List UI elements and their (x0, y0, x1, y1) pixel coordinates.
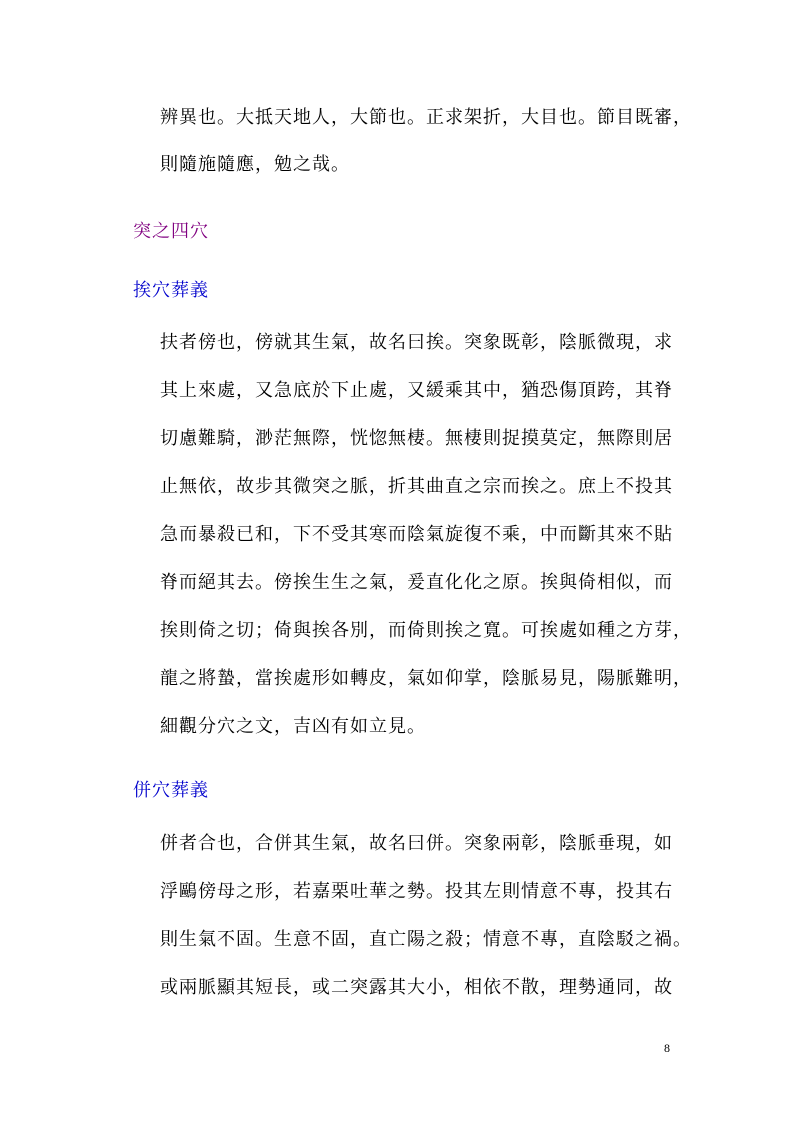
intro-line-1: 辨異也。大抵天地人，大節也。正求架折，大目也。節目既審， (160, 107, 692, 128)
bing-xue-line-1: 併者合也，合併其生氣，故名曰併。突象兩彰，陰脈垂現，如 (160, 833, 673, 854)
ai-xue-line-1: 扶者傍也，傍就其生氣，故名曰挨。突象既彰，陰脈微現，求 (160, 332, 673, 353)
bing-xue-line-2: 浮鷗傍母之形，若嘉栗吐華之勢。投其左則情意不專，投其右 (160, 881, 673, 902)
ai-xue-line-2: 其上來處，又急底於下止處，又緩乘其中，猶恐傷頂跨，其脊 (160, 380, 673, 401)
bing-xue-line-4: 或兩脈顯其短長，或二突露其大小，相依不散，理勢通同，故 (160, 977, 673, 998)
ai-xue-line-5: 急而暴殺已和，下不受其寒而陰氣旋復不乘，中而斷其來不貼 (160, 524, 673, 545)
bing-xue-title: 併穴葬義 (133, 780, 209, 801)
ai-xue-line-7: 挨則倚之切；倚與挨各別，而倚則挨之寬。可挨處如種之方芽， (160, 620, 692, 641)
intro-line-2: 則隨施隨應，勉之哉。 (160, 154, 350, 175)
bing-xue-line-3: 則生氣不固。生意不固，直亡陽之殺；情意不專，直陰駁之禍。 (160, 929, 692, 950)
section-title: 突之四穴 (133, 221, 209, 242)
ai-xue-line-4: 止無依，故步其微突之脈，折其曲直之宗而挨之。庶上不投其 (160, 476, 673, 497)
ai-xue-title: 挨穴葬義 (133, 280, 209, 301)
page-number: 8 (664, 1041, 670, 1055)
ai-xue-line-8: 龍之將蟄，當挨處形如轉皮，氣如仰掌，陰脈易見，陽脈難明， (160, 668, 692, 689)
ai-xue-line-3: 切慮難騎，渺茫無際，恍惚無棲。無棲則捉摸莫定，無際則居 (160, 428, 673, 449)
ai-xue-line-9: 細觀分穴之文，吉凶有如立見。 (160, 716, 426, 737)
ai-xue-line-6: 脊而絕其去。傍挨生生之氣，爰直化化之原。挨與倚相似，而 (160, 572, 673, 593)
